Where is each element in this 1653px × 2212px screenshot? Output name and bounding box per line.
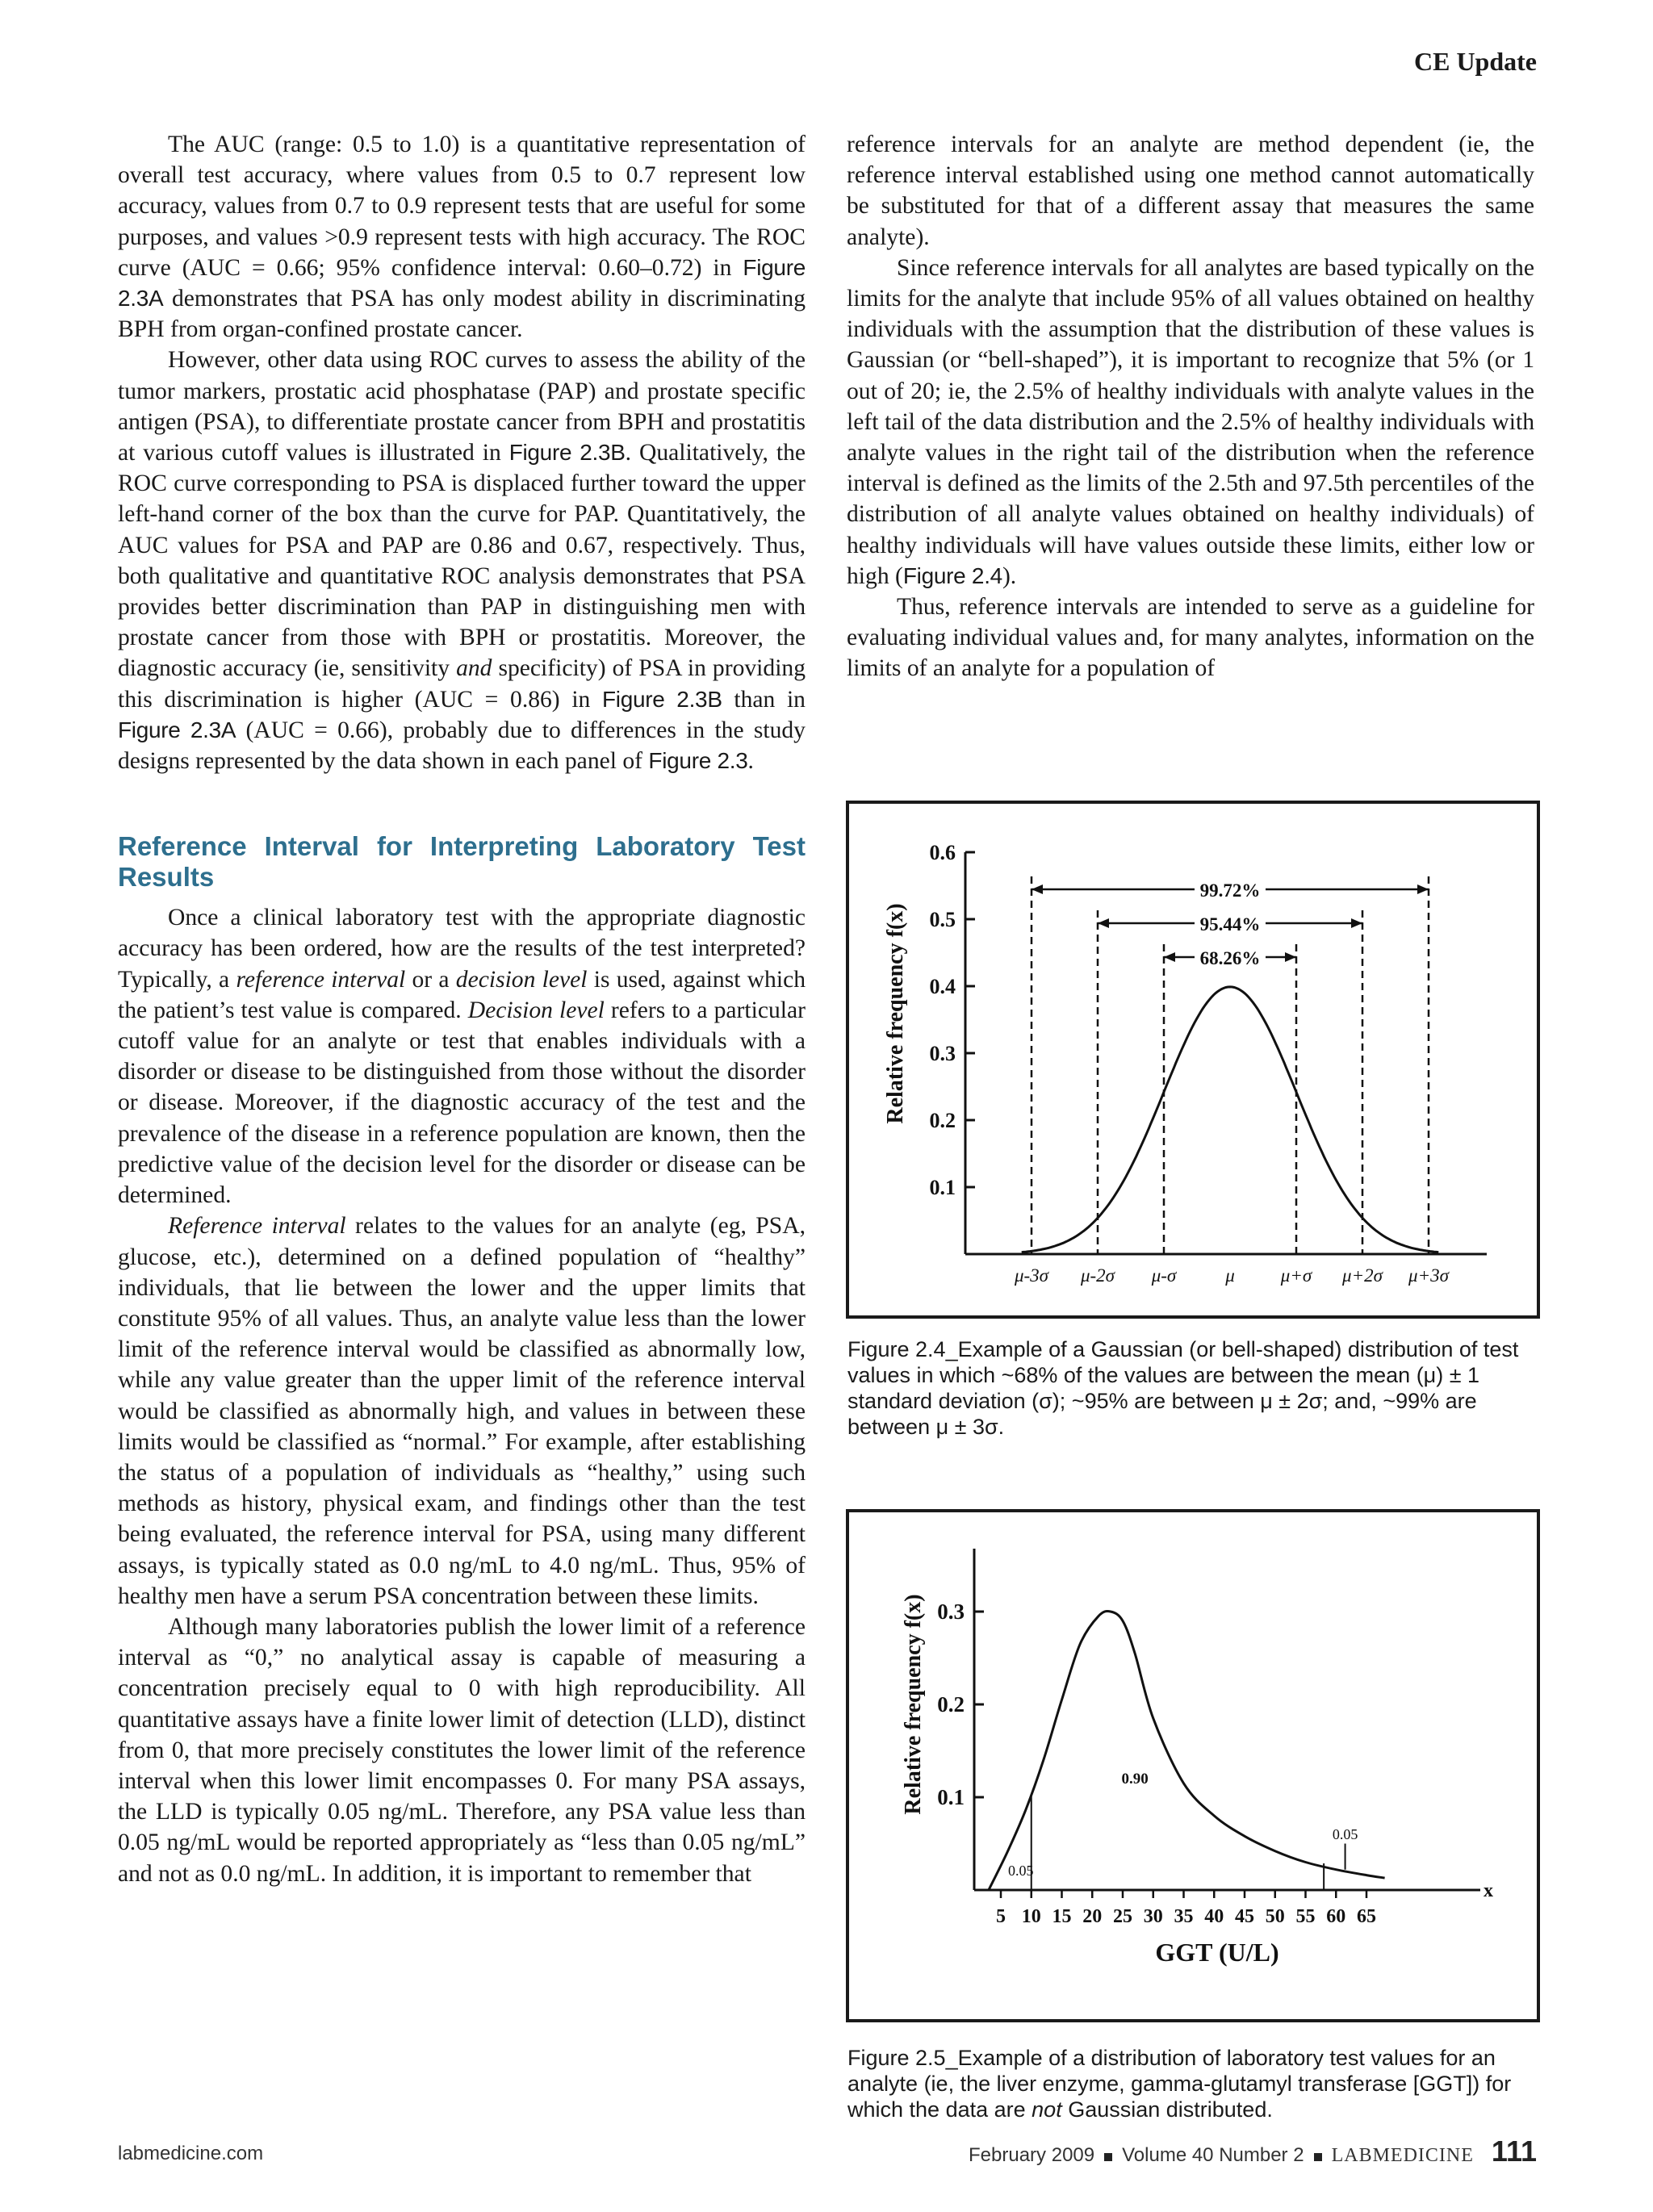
figure-2-4-caption: Figure 2.4_Example of a Gaussian (or bell-shaped) distribution of test values in which ~68% of the values are between the mean (μ) ± 1 standard deviation (σ); ~95% are between μ ± 2σ; and, ~99% are between μ ± 3σ. [847, 1337, 1519, 1439]
running-header: CE Update [1413, 47, 1537, 76]
paragraph: Since reference intervals for all analytes are based typically on the limits for the analyte that include 95% of all values obtained on healthy individuals with the assumption that the distribution of these values is Gaussian (or “bell-shaped”), it is important to recognize that 5% (or 1 out of 20; ie, the 2.5% of healthy individuals with analyte values in the left tail of the data distribution and the 2.5% of healthy individuals with analyte values in the right tail of the distribution when the reference interval is defined as the limits of the 2.5th and 97.5th percentiles of the distribution of all analyte values obtained on healthy individuals) of healthy individuals will have values outside these limits, either low or high (Figure 2.4). [847, 254, 1534, 589]
page-number: 111 [1491, 2135, 1537, 2168]
area-label: 0.05 [1008, 1863, 1034, 1879]
area-label: 0.05 [1332, 1825, 1358, 1842]
figure-link[interactable]: Figure 2.3B [508, 440, 626, 466]
paragraph: Thus, reference intervals are intended to serve as a guideline for evaluating individual values and, for many analytes, information on the limits of an analyte for a population of [847, 594, 1534, 682]
y-tick-label: 0.2 [929, 1109, 956, 1132]
paragraph: Once a clinical laboratory test with the appropriate diagnostic accuracy has been ordered, how are the results of the test interpreted? Typically, a reference interval or a decision level is used, against which the patient’s test value is compared. Decision level refers to a particular cutoff value for an analyte or test that enables individuals with a disorder or disease to be distinguished from those without the disorder or disease. Moreover, if the diagnostic accuracy of the test and the prevalence of the disease in a reference population are known, then the predictive value of the decision level for the disorder or disease can be determined. [118, 905, 806, 1209]
x-tick-label: μ [1225, 1265, 1235, 1286]
y-tick-label: 0.6 [929, 841, 956, 864]
x-tick-label: 30 [1143, 1906, 1163, 1927]
y-ticks [937, 1599, 984, 1809]
band-label: 68.26% [1199, 948, 1261, 968]
x-tick-label: 45 [1235, 1906, 1254, 1927]
x-tick-label: 65 [1357, 1906, 1376, 1927]
x-tick-label: 55 [1295, 1906, 1316, 1927]
paragraph: However, other data using ROC curves to assess the ability of the tumor markers, prostatic acid phosphatase (PAP) and prostate specific antigen (PSA), to differentiate prostate cancer from BPH and prostatitis at various cutoff values is illustrated in Figure 2.3B. Qualitatively, the ROC curve corresponding to PSA is displaced further toward the upper left-hand corner of the box than the curve for PAP. Quantitatively, the AUC values for PSA and PAP are 0.86 and 0.67, respectively. Thus, both qualitative and quantitative ROC analysis demonstrates that PSA provides better discrimination than PAP in distinguishing men with prostate cancer from those with BPH or prostatitis. Moreover, the diagnostic accuracy (ie, sensitivity and specificity) of PSA in providing this discrimination is higher (AUC = 0.86) in Figure 2.3B than in Figure 2.3A (AUC = 0.66), probably due to differences in the study designs represented by the data shown in each panel of Figure 2.3. [118, 347, 806, 775]
x-tick-label: 40 [1204, 1906, 1224, 1927]
figure-link[interactable]: Figure 2.3 [648, 748, 748, 774]
x-tick-label: μ-2σ [1080, 1265, 1115, 1286]
y-tick-label: 0.2 [937, 1692, 965, 1716]
y-tick-label: 0.5 [929, 908, 956, 931]
x-tick-label: μ+2σ [1342, 1265, 1383, 1286]
y-tick-label: 0.3 [929, 1042, 956, 1065]
x-tick-label: 50 [1265, 1906, 1285, 1927]
gaussian-chart [849, 804, 1537, 1315]
x-ticks [996, 1890, 1376, 1927]
paragraph: The AUC (range: 0.5 to 1.0) is a quantitative representation of overall test accuracy, where values from 0.5 to 0.7 represent low accuracy, values from 0.7 to 0.9 represent tests that are useful for some purposes, and values >0.9 represent tests with high accuracy. The ROC curve (AUC = 0.66; 95% confidence interval: 0.60–0.72) in Figure 2.3A demonstrates that PSA has only modest ability in discriminating BPH from organ-confined prostate cancer. [118, 132, 806, 343]
arrowhead [1164, 952, 1175, 962]
figure-link[interactable]: Figure 2.4 [902, 562, 1002, 588]
x-tick-label: 35 [1174, 1906, 1194, 1927]
x-tick-label: 5 [996, 1906, 1006, 1927]
x-tick-label: 25 [1113, 1906, 1132, 1927]
ggt-chart [849, 1512, 1537, 2019]
y-tick-label: 0.1 [929, 1176, 956, 1199]
right-column [847, 129, 1534, 684]
footer-site: labmedicine.com [118, 2143, 264, 2164]
figure-2-5 [846, 1509, 1540, 2022]
y-axis-label: Relative frequency f(x) [883, 903, 908, 1124]
figure-2-5-caption: Figure 2.5_Example of a distribution of laboratory test values for an analyte (ie, the liver enzyme, gamma-glutamyl transferase [GGT]) for which the data are not Gaussian distributed. [847, 2046, 1512, 2122]
paragraph: reference intervals for an analyte are method dependent (ie, the reference interval established using one method cannot automatically be substituted for that of a different assay that measures the same analyte). [847, 132, 1534, 250]
figure-link[interactable]: Figure 2.3A [118, 717, 236, 742]
left-column [118, 129, 806, 1889]
x-tick-label: μ+σ [1280, 1265, 1312, 1286]
x-ticks [1014, 1265, 1450, 1286]
arrowhead [1351, 918, 1362, 928]
x-tick-label: μ+3σ [1408, 1265, 1449, 1286]
ggt-curve [989, 1612, 1385, 1890]
y-tick-label: 0.1 [937, 1785, 965, 1809]
x-tick-label: μ-3σ [1014, 1265, 1049, 1286]
y-axis-label: Relative frequency f(x) [901, 1594, 926, 1815]
x-tick-label: 15 [1052, 1906, 1072, 1927]
section-heading: Reference Interval for Interpreting Laboratory Test Results [118, 831, 806, 893]
x-axis-end-label: x [1484, 1880, 1493, 1901]
y-tick-label: 0.4 [929, 975, 956, 998]
y-ticks [930, 841, 976, 1199]
x-tick-label: μ-σ [1151, 1265, 1177, 1286]
percentage-bands [1032, 876, 1429, 1254]
figure-link[interactable]: Figure 2.3A [118, 254, 806, 312]
x-tick-label: 10 [1021, 1906, 1041, 1927]
figure-2-4 [846, 801, 1540, 1319]
band-label: 99.72% [1199, 880, 1261, 901]
figure-link[interactable]: Figure 2.3B [602, 686, 722, 712]
band-label: 95.44% [1199, 914, 1261, 935]
x-axis-label: GGT (U/L) [1155, 1938, 1279, 1967]
x-tick-label: 60 [1326, 1906, 1346, 1927]
arrowhead [1032, 884, 1043, 894]
area-label: 0.90 [1121, 1770, 1149, 1788]
paragraph: Although many laboratories publish the lower limit of a reference interval as “0,” no analytical assay is capable of measuring a concentration precisely equal to 0 with high reproducibility. All quantitative assays have a finite lower limit of detection (LLD), distinct from 0, that more precisely constitutes the lower limit of the reference interval when this lower limit encompasses 0. For many PSA assays, the LLD is typically 0.05 ng/mL. Therefore, any PSA value less than 0.05 ng/mL would be reported appropriately as “less than 0.05 ng/mL” and not as 0.0 ng/mL. In addition, it is important to remember that [118, 1613, 806, 1887]
arrowhead [1417, 884, 1429, 894]
x-tick-label: 20 [1082, 1906, 1103, 1927]
y-tick-label: 0.3 [937, 1599, 965, 1624]
gaussian-curve [1022, 987, 1439, 1252]
arrowhead [1285, 952, 1296, 962]
paragraph: Reference interval relates to the values for an analyte (eg, PSA, glucose, etc.), determined on a defined population of “healthy” individuals, that lie between the lower and the upper limits that constitute 95% of all values. Thus, an analyte value less than the lower limit of the reference interval would be classified as abnormally low, while any value greater than the upper limit of the reference interval would be classified as abnormally high, and values in between these limits would be classified as “normal.” For example, after establishing the status of a population of individuals as “healthy,” using such methods as history, physical exam, and findings other than the test being evaluated, the reference interval for PSA, using many different assays, is typically stated as 0.0 ng/mL to 4.0 ng/mL. Thus, 95% of healthy men have a serum PSA concentration between these limits. [118, 1213, 806, 1609]
arrowhead [1098, 918, 1109, 928]
footer-issue: February 2009 Volume 40 Number 2 LABMEDICINE 111 [969, 2135, 1537, 2168]
tail-markers [1008, 1771, 1358, 1890]
